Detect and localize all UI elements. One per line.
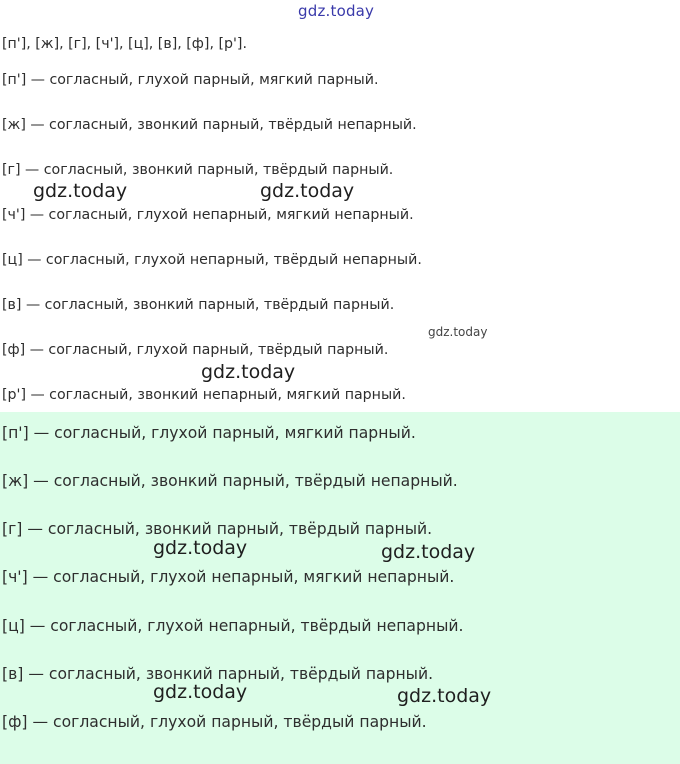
sound-line-zh: [ж] — согласный, звонкий парный, твёрдый непарный. xyxy=(2,117,417,133)
highlighted-line-ts: [ц] — согласный, глухой непарный, твёрдый непарный. xyxy=(2,617,464,635)
watermark: gdz.today xyxy=(33,180,128,202)
sound-line-g: [г] — согласный, звонкий парный, твёрдый парный. xyxy=(2,162,394,178)
sound-line-r: [р'] — согласный, звонкий непарный, мягкий парный. xyxy=(2,387,406,403)
watermark: gdz.today xyxy=(201,361,296,383)
sounds-list: [п'], [ж], [г], [ч'], [ц], [в], [ф], [р']. xyxy=(2,36,247,52)
sound-line-f: [ф] — согласный, глухой парный, твёрдый парный. xyxy=(2,342,389,358)
watermark: gdz.today xyxy=(153,681,248,703)
highlighted-block xyxy=(0,412,680,764)
sound-line-ts: [ц] — согласный, глухой непарный, твёрдый непарный. xyxy=(2,252,422,268)
watermark: gdz.today xyxy=(260,180,355,202)
highlighted-line-v: [в] — согласный, звонкий парный, твёрдый парный. xyxy=(2,665,434,683)
highlighted-line-f: [ф] — согласный, глухой парный, твёрдый парный. xyxy=(2,713,427,731)
sound-line-p: [п'] — согласный, глухой парный, мягкий парный. xyxy=(2,72,379,88)
highlighted-line-g: [г] — согласный, звонкий парный, твёрдый парный. xyxy=(2,520,433,538)
highlighted-line-zh: [ж] — согласный, звонкий парный, твёрдый непарный. xyxy=(2,472,458,490)
watermark: gdz.today xyxy=(153,537,248,559)
watermark: gdz.today xyxy=(381,541,476,563)
highlighted-line-ch: [ч'] — согласный, глухой непарный, мягкий непарный. xyxy=(2,568,455,586)
sound-line-v: [в] — согласный, звонкий парный, твёрдый парный. xyxy=(2,297,395,313)
highlighted-line-p: [п'] — согласный, глухой парный, мягкий парный. xyxy=(2,424,416,442)
watermark: gdz.today xyxy=(397,685,492,707)
sound-line-ch: [ч'] — согласный, глухой непарный, мягкий непарный. xyxy=(2,207,414,223)
header-watermark: gdz.today xyxy=(298,2,375,20)
watermark: gdz.today xyxy=(428,325,488,339)
